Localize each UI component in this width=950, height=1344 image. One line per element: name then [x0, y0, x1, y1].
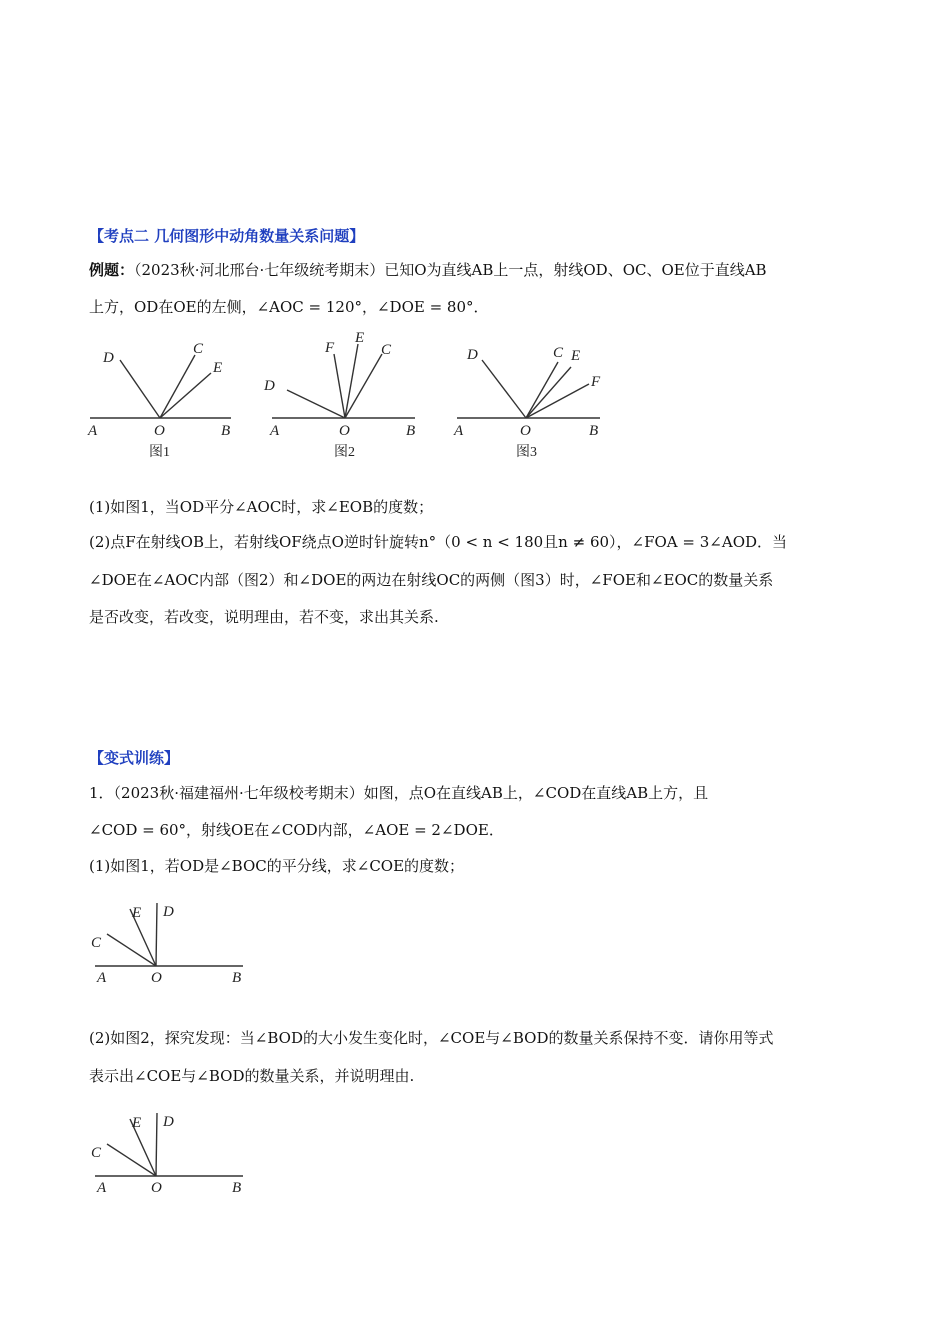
fig1-caption: 图1 [149, 445, 170, 460]
label-A: A [97, 970, 107, 986]
example-figure-3 [450, 335, 610, 465]
label-A: A [88, 423, 98, 439]
label-E: E [132, 905, 142, 921]
label-B: B [589, 423, 599, 439]
ray-OE [160, 373, 211, 418]
label-O: O [151, 970, 162, 986]
ray-OD [156, 1113, 157, 1176]
label-F: F [325, 340, 335, 356]
label-O: O [154, 423, 165, 439]
label-D: D [467, 347, 478, 363]
label-D: D [103, 350, 114, 366]
label-A: A [97, 1180, 107, 1196]
variant-figure-1 [85, 895, 255, 990]
label-F: F [591, 374, 601, 390]
example-text-1: （2023秋·河北邢台·七年级统考期末）已知O为直线AB上一点，射线OD、OC、OE位于直线AB [134, 261, 767, 279]
example-line-2: 上方，OD在OE的左侧，∠AOC = 120°，∠DOE = 80°． [89, 298, 489, 316]
fig2-caption: 图2 [334, 445, 355, 460]
variant-figure-2 [85, 1105, 255, 1200]
label-D: D [264, 378, 275, 394]
label-O: O [339, 423, 350, 439]
ray-OD [156, 903, 157, 966]
label-C: C [91, 935, 102, 951]
label-C: C [91, 1145, 102, 1161]
label-C: C [553, 345, 564, 361]
section-title: 【考点二 几何图形中动角数量关系问题】 [89, 227, 365, 245]
label-B: B [221, 423, 231, 439]
label-B: B [232, 1180, 242, 1196]
ray-OC [160, 355, 195, 418]
fig3-caption: 图3 [516, 445, 537, 460]
variant-problem-line-1: 1．（2023秋·福建福州·七年级校考期末）如图，点O在直线AB上，∠COD在直线AB上方，且 [89, 784, 709, 802]
label-E: E [355, 330, 365, 346]
ray-OD [120, 360, 160, 418]
variant-question-2-line-2: 表示出∠COE与∠BOD的数量关系，并说明理由. [89, 1067, 415, 1085]
label-D: D [163, 904, 174, 920]
label-C: C [193, 341, 204, 357]
example-label: 例题： [89, 261, 135, 279]
ray-OD [482, 360, 526, 418]
example-question-2-line-3: 是否改变，若改变，说明理由，若不变，求出其关系. [89, 608, 439, 626]
ray-OE [526, 367, 571, 418]
ray-OF [334, 354, 345, 418]
label-D: D [163, 1114, 174, 1130]
label-E: E [132, 1115, 142, 1131]
variant-title: 【变式训练】 [89, 749, 180, 767]
label-O: O [151, 1180, 162, 1196]
label-B: B [406, 423, 416, 439]
label-O: O [520, 423, 531, 439]
variant-question-2-line-1: (2)如图2，探究发现：当∠BOD的大小发生变化时，∠COE与∠BOD的数量关系保持不变．请你用等式 [89, 1029, 774, 1047]
label-E: E [213, 360, 223, 376]
label-A: A [454, 423, 464, 439]
variant-question-1: (1)如图1，若OD是∠BOC的平分线，求∠COE的度数； [89, 857, 465, 875]
variant-problem-line-2: ∠COD = 60°，射线OE在∠COD内部，∠AOE = 2∠DOE． [89, 821, 504, 839]
example-question-2-line-2: ∠DOE在∠AOC内部（图2）和∠DOE的两边在射线OC的两侧（图3）时，∠FOE和∠EOC的数量关系 [89, 571, 774, 589]
label-E: E [571, 348, 581, 364]
example-question-2-line-1: (2)点F在射线OB上，若射线OF绕点O逆时针旋转n°（0 < n < 180且n ≠ 60），∠FOA = 3∠AOD．当 [89, 533, 788, 551]
label-B: B [232, 970, 242, 986]
label-C: C [381, 342, 392, 358]
example-question-1: (1)如图1，当OD平分∠AOC时，求∠EOB的度数； [89, 498, 434, 516]
example-line-1 [89, 260, 767, 280]
ray-OD [287, 390, 345, 418]
label-A: A [270, 423, 280, 439]
example-figure-2 [262, 322, 422, 465]
example-figure-1 [85, 335, 245, 465]
